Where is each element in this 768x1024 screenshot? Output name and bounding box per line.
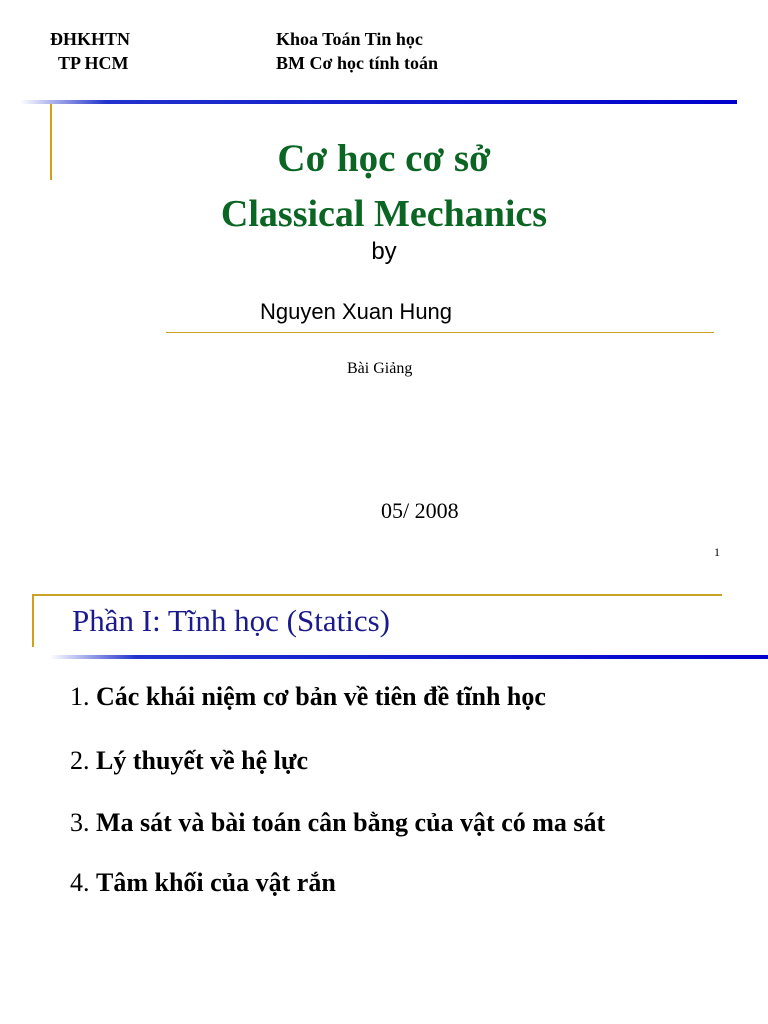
- by-label: by: [371, 238, 397, 265]
- list-item-number: 4.: [70, 868, 90, 897]
- header-left: [50, 27, 130, 75]
- list-item: [70, 745, 308, 777]
- header-divider-bar: [20, 100, 737, 104]
- list-item: [70, 681, 546, 713]
- slide2-gold-vertical-rule: [32, 595, 34, 647]
- header-right-line-2: BM Cơ học tính toán: [276, 53, 438, 73]
- list-item-text: Các khái niệm cơ bản về tiên đề tĩnh học: [96, 682, 546, 711]
- slide2-divider-bar: [50, 655, 768, 659]
- header-left-line-1: ĐHKHTN: [50, 29, 131, 49]
- page-number: 1: [714, 545, 720, 559]
- list-item-number: 3.: [70, 808, 90, 837]
- date-label: 05/ 2008: [381, 498, 459, 523]
- slide2-top-gold-rule: [32, 594, 722, 596]
- author-underline: [166, 332, 714, 333]
- list-item-text: Tâm khối của vật rắn: [96, 868, 336, 897]
- list-item: [70, 807, 605, 839]
- slide-title-en: Classical Mechanics: [220, 193, 548, 235]
- author-name: Nguyen Xuan Hung: [260, 299, 453, 324]
- lecture-label: Bài Giảng: [347, 360, 413, 377]
- list-item-number: 1.: [70, 682, 90, 711]
- list-item-text: Ma sát và bài toán cân bằng của vật có ma sát: [96, 808, 606, 837]
- slide-title-vi: Cơ học cơ sở: [277, 137, 491, 180]
- list-item-text: Lý thuyết về hệ lực: [96, 746, 309, 775]
- header-right: [276, 27, 438, 75]
- header-left-line-2: TP HCM: [58, 53, 129, 73]
- header-right-line-1: Khoa Toán Tin học: [276, 29, 423, 49]
- section-title: Phần I: Tĩnh học (Statics): [72, 603, 390, 638]
- list-item-number: 2.: [70, 746, 90, 775]
- list-item: [70, 867, 336, 899]
